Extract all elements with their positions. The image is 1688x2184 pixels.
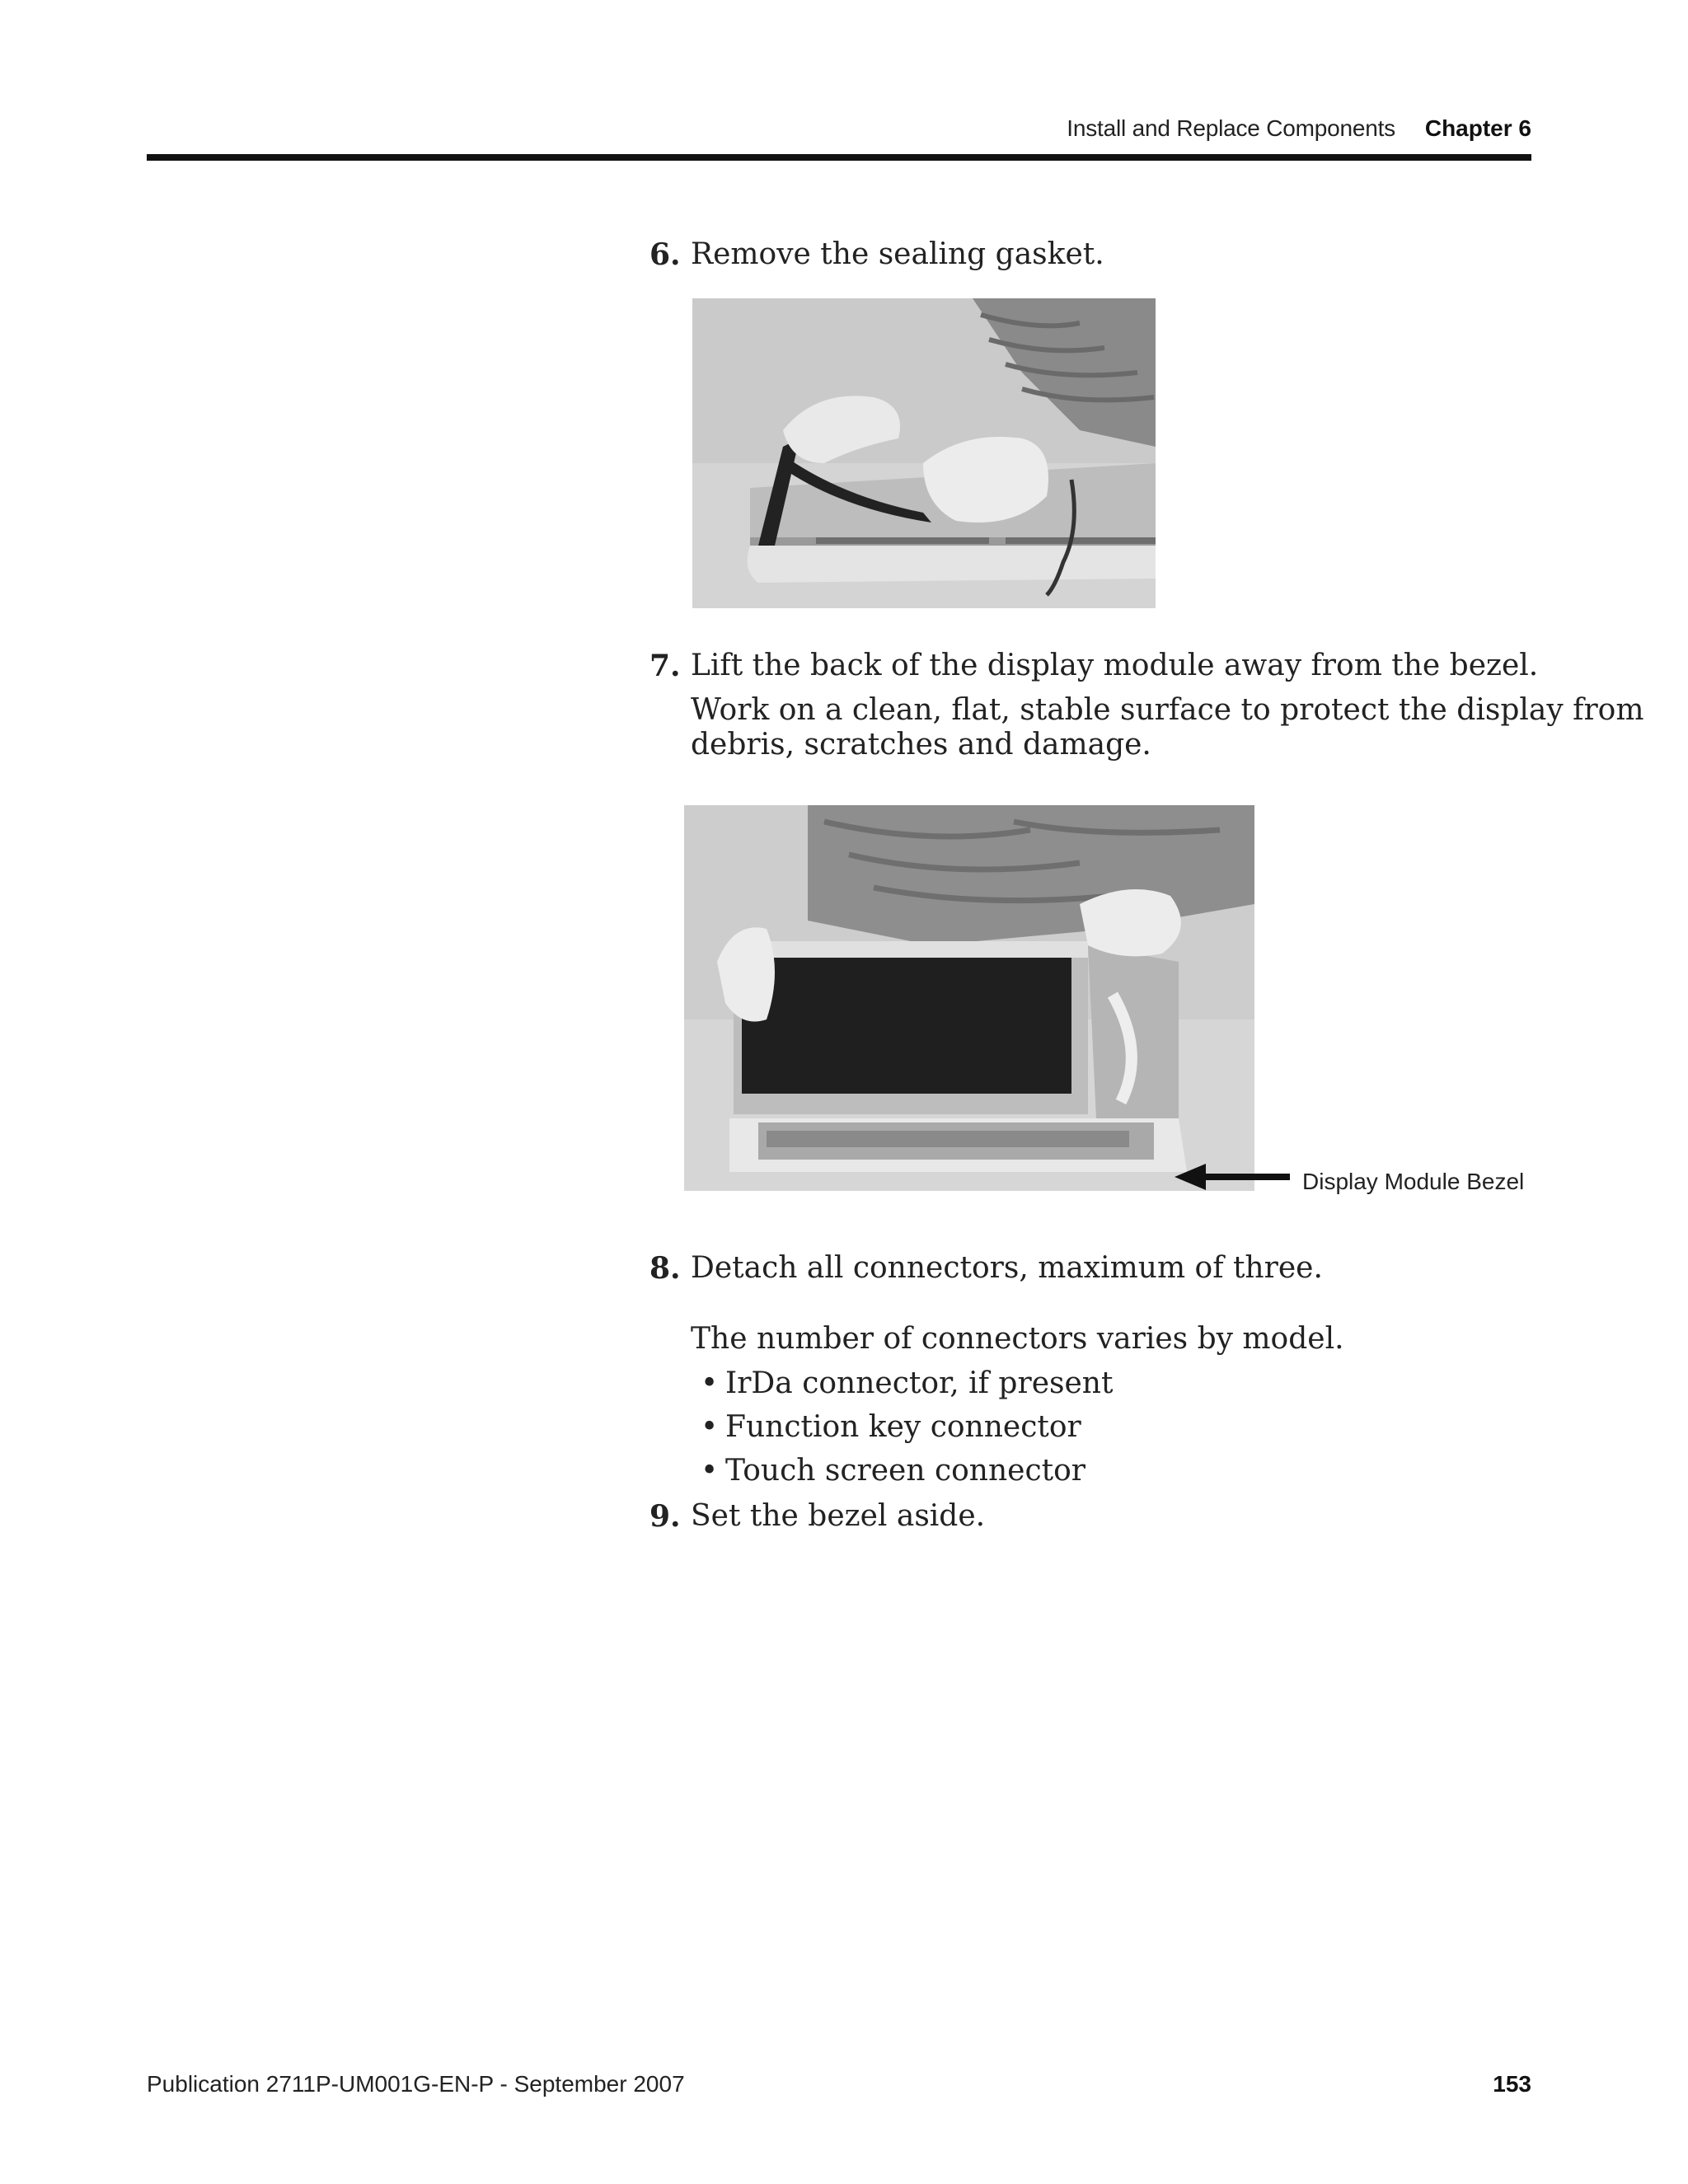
header-rule xyxy=(147,154,1531,161)
step-number: 8. xyxy=(649,1251,681,1286)
step-text: Remove the sealing gasket. xyxy=(691,237,1104,271)
step-7-note-line-2: debris, scratches and damage. xyxy=(691,728,1151,762)
step-number: 7. xyxy=(649,649,681,683)
step-text: Lift the back of the display module away from the bezel. xyxy=(691,649,1539,682)
step-7-note-line-1: Work on a clean, flat, stable surface to protect the display from xyxy=(691,693,1644,727)
gasket-removal-photo xyxy=(692,298,1156,608)
step-number: 9. xyxy=(649,1499,681,1534)
running-header-section: Install and Replace Components xyxy=(1067,115,1395,141)
bullet-icon: • xyxy=(701,1454,719,1488)
list-item: • IrDa connector, if present xyxy=(701,1366,1114,1400)
bullet-icon: • xyxy=(701,1410,719,1444)
callout-display-module-bezel: Display Module Bezel xyxy=(1302,1169,1525,1194)
page-number: 153 xyxy=(1493,2071,1531,2097)
list-item: • Function key connector xyxy=(701,1410,1081,1444)
footer-publication: Publication 2711P-UM001G-EN-P - September 2007 xyxy=(147,2071,685,2097)
list-item: • Touch screen connector xyxy=(701,1454,1085,1488)
callout-arrow xyxy=(1175,1160,1294,1193)
step-text: Detach all connectors, maximum of three. xyxy=(691,1251,1323,1285)
page-header xyxy=(0,0,1688,165)
running-header-chapter: Chapter 6 xyxy=(1424,115,1531,141)
bullet-icon: • xyxy=(701,1366,719,1400)
step-8-note: The number of connectors varies by model. xyxy=(691,1322,1344,1356)
step-number: 6. xyxy=(649,237,681,272)
display-module-lift-photo xyxy=(684,805,1254,1191)
step-text: Set the bezel aside. xyxy=(691,1499,986,1533)
